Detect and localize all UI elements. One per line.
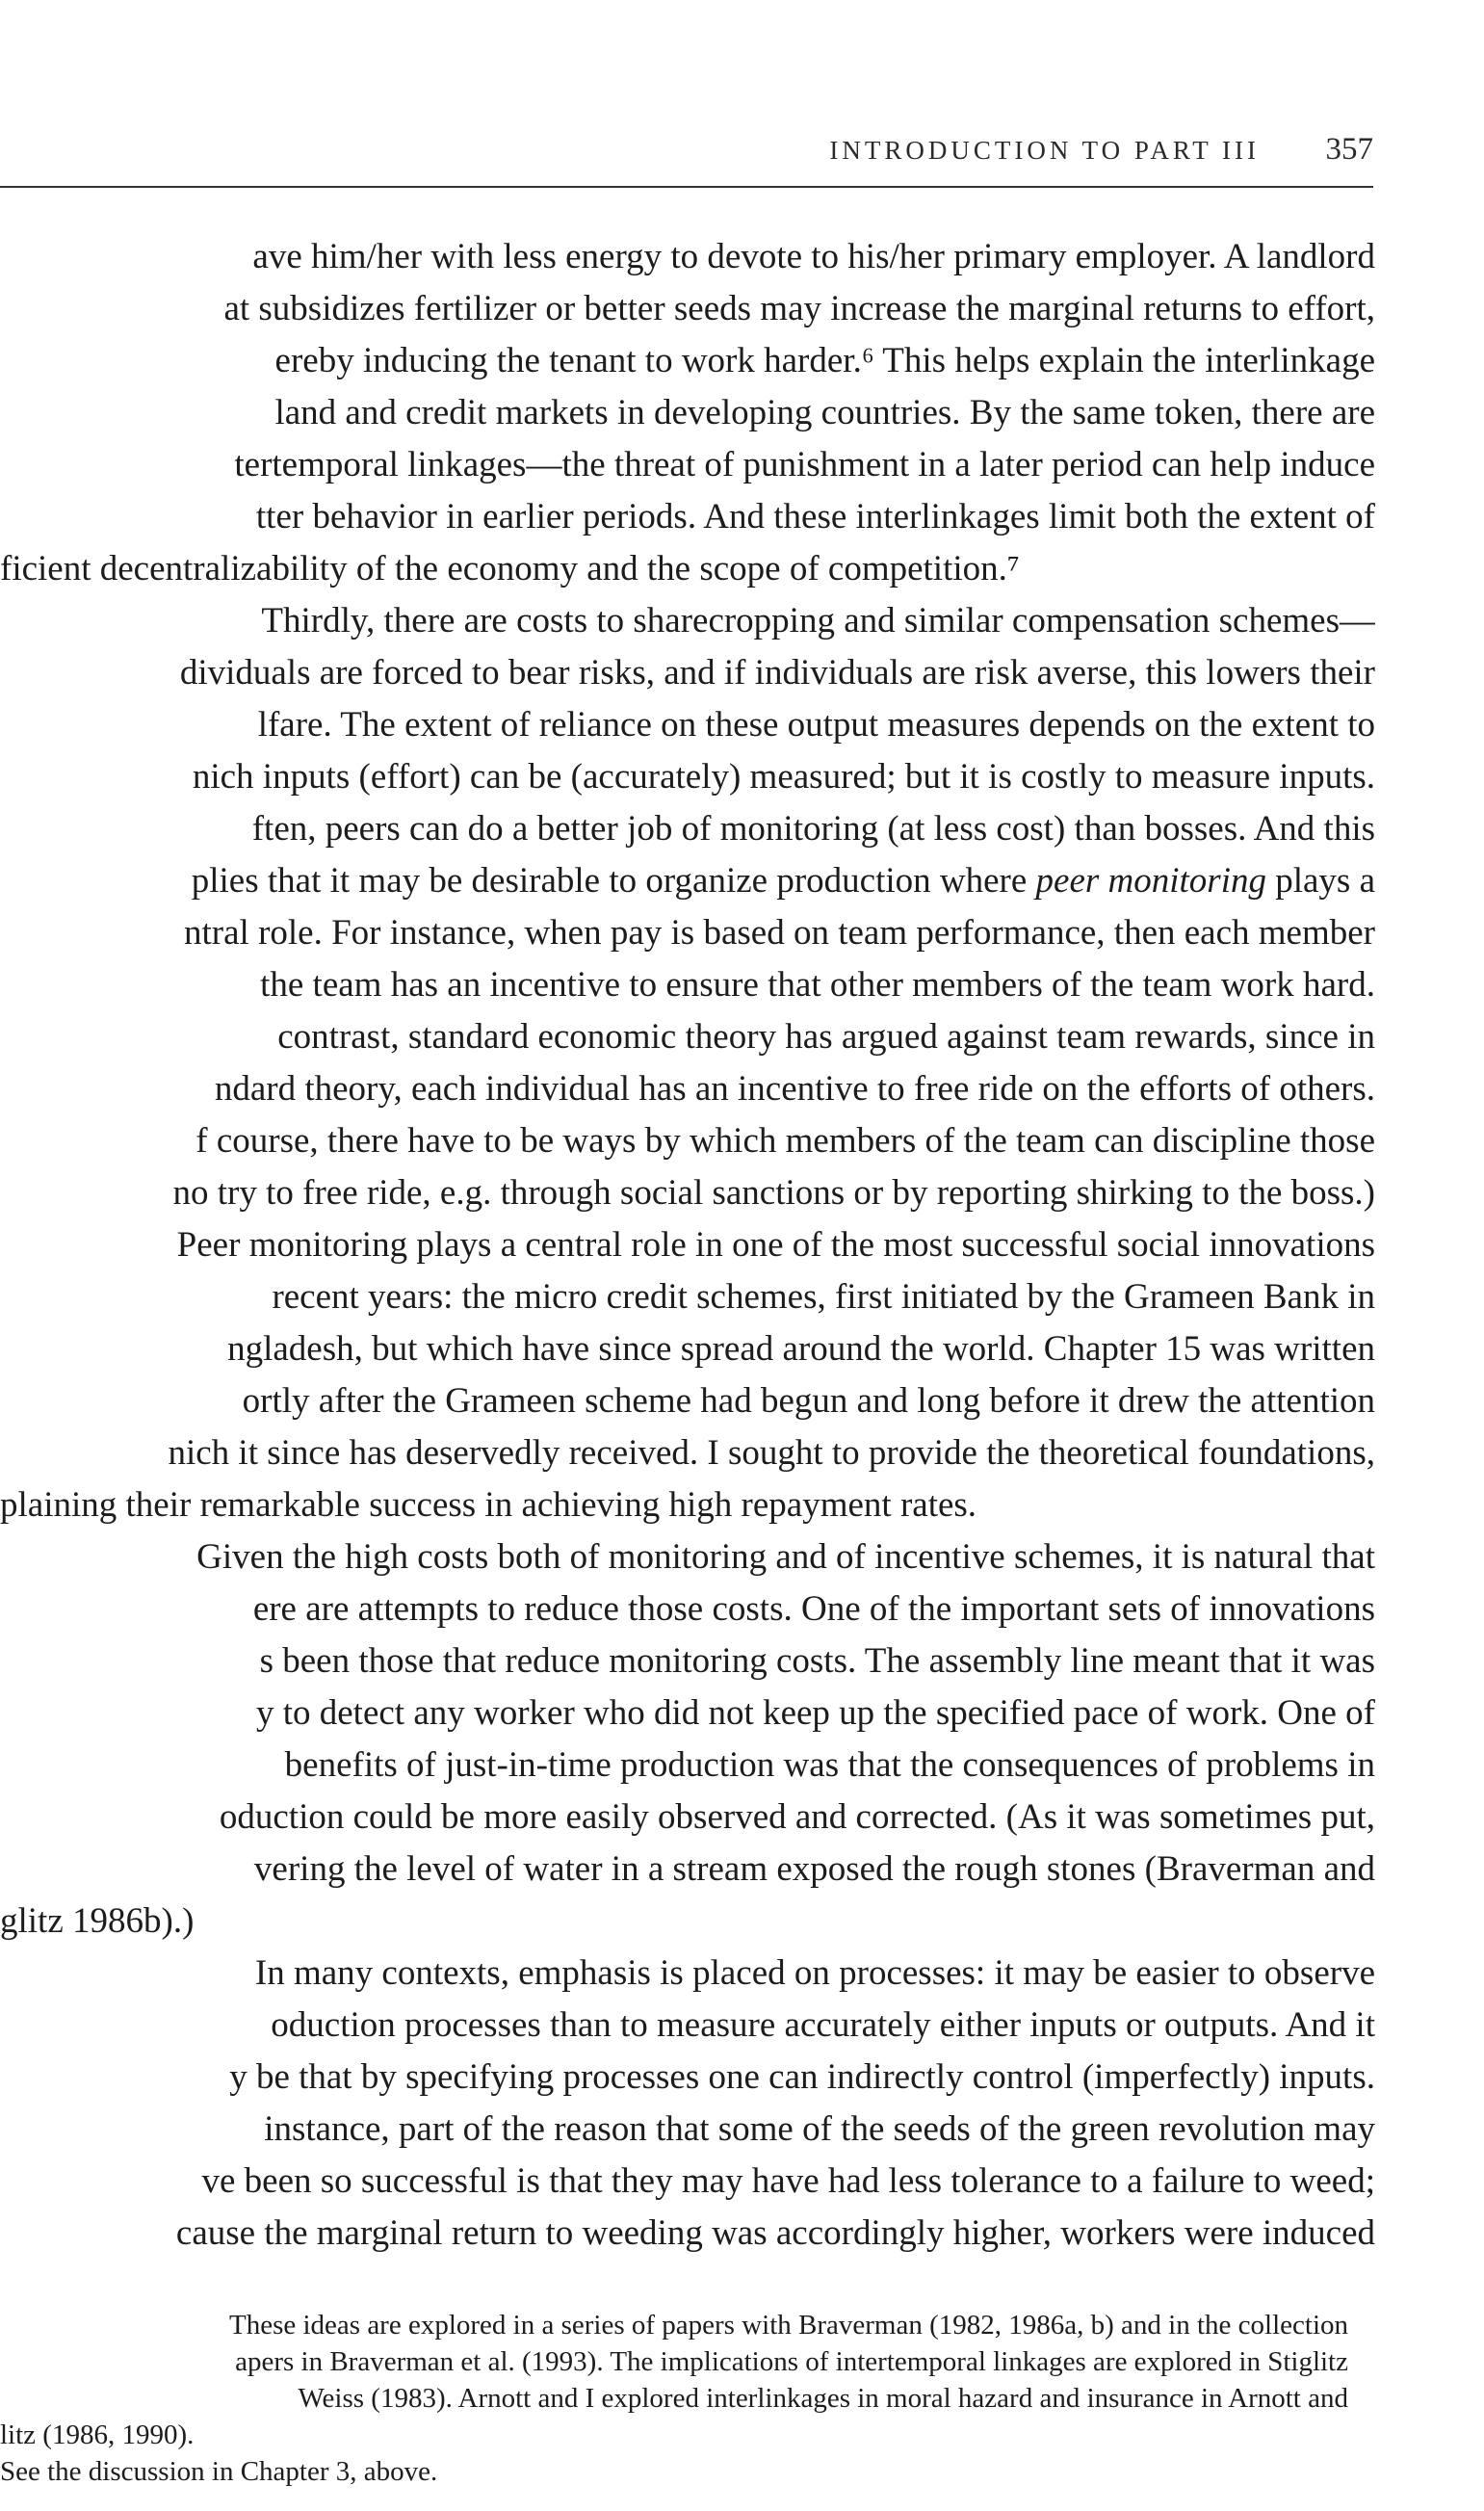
footnote-line: These ideas are explored in a series of papers with Braverman (1982, 1986a, b) and in the collection xyxy=(228,2310,1348,2341)
text-line: benefits of just-in-time production was that the consequences of problems in xyxy=(284,1745,1375,1785)
footnote-line: Weiss (1983). Arnott and I explored interlinkages in moral hazard and insurance in Arnott and xyxy=(298,2383,1348,2414)
text-line: ficient decentralizability of the economy and the scope of competition.⁷ xyxy=(0,549,1020,589)
text-line: cause the marginal return to weeding was accordingly higher, workers were induced xyxy=(175,2213,1375,2253)
text-line: ortly after the Grameen scheme had begun and long before it drew the attention xyxy=(242,1381,1375,1421)
text-line: at subsidizes fertilizer or better seeds may increase the marginal returns to effort, xyxy=(223,289,1375,328)
text-line: ereby inducing the tenant to work harder.⁶ This helps explain the interlinkage xyxy=(274,341,1375,380)
text-line: s been those that reduce monitoring costs. The assembly line meant that it was xyxy=(259,1641,1375,1681)
text-line xyxy=(0,855,1375,907)
text-line: the team has an incentive to ensure that other members of the team work hard. xyxy=(260,965,1375,1005)
footnote-line: apers in Braverman et al. (1993). The implications of intertemporal linkages are explored in Stiglitz xyxy=(235,2346,1348,2377)
text-line: contrast, standard economic theory has argued against team rewards, since in xyxy=(277,1017,1375,1057)
text-line: ere are attempts to reduce those costs. One of the important sets of innovations xyxy=(252,1589,1375,1629)
text-line: f course, there have to be ways by which members of the team can discipline those xyxy=(195,1121,1375,1161)
running-title: INTRODUCTION TO PART III xyxy=(829,136,1260,165)
text-line: ntral role. For instance, when pay is based on team performance, then each member xyxy=(184,913,1375,953)
text-line: plaining their remarkable success in achieving high repayment rates. xyxy=(0,1485,977,1525)
text-line: oduction processes than to measure accurately either inputs or outputs. And it xyxy=(271,2005,1375,2045)
text-line: ndard theory, each individual has an incentive to free ride on the efforts of others. xyxy=(214,1069,1375,1109)
italic-term: peer monitoring xyxy=(1035,861,1266,901)
text-line: Thirdly, there are costs to sharecropping and similar compensation schemes— xyxy=(261,601,1375,641)
text-line: ften, peers can do a better job of monitoring (at less cost) than bosses. And this xyxy=(251,809,1375,849)
text-line: vering the level of water in a stream exposed the rough stones (Braverman and xyxy=(253,1849,1375,1889)
text-line: dividuals are forced to bear risks, and if individuals are risk averse, this lowers their xyxy=(179,653,1375,693)
footnote-line: See the discussion in Chapter 3, above. xyxy=(0,2456,438,2487)
text-line: no try to free ride, e.g. through social sanctions or by reporting shirking to the boss.) xyxy=(172,1173,1375,1213)
text-line: y to detect any worker who did not keep up the specified pace of work. One of xyxy=(255,1693,1375,1733)
text-line: tertemporal linkages—the threat of punishment in a later period can help induce xyxy=(234,445,1375,484)
footnote-line: litz (1986, 1990). xyxy=(0,2419,195,2450)
text-run: plies that it may be desirable to organize production where xyxy=(191,861,1036,901)
text-line: glitz 1986b).) xyxy=(0,1901,195,1941)
text-line: Given the high costs both of monitoring and of incentive schemes, it is natural that xyxy=(196,1537,1375,1577)
text-run: plays a xyxy=(1265,861,1375,901)
text-line: recent years: the micro credit schemes, first initiated by the Grameen Bank in xyxy=(272,1277,1375,1317)
text-line: y be that by specifying processes one can indirectly control (imperfectly) inputs. xyxy=(229,2057,1375,2097)
running-header xyxy=(0,132,1373,188)
text-line: oduction could be more easily observed and corrected. (As it was sometimes put, xyxy=(219,1797,1375,1837)
text-line: Peer monitoring plays a central role in one of the most successful social innovations xyxy=(176,1225,1375,1265)
text-line: land and credit markets in developing countries. By the same token, there are xyxy=(274,393,1375,432)
text-line: ve been so successful is that they may have had less tolerance to a failure to weed; xyxy=(201,2161,1375,2201)
text-line: nich it since has deservedly received. I sought to provide the theoretical foundations, xyxy=(168,1433,1375,1473)
text-line: ngladesh, but which have since spread around the world. Chapter 15 was written xyxy=(227,1329,1375,1369)
page-number: 357 xyxy=(1325,132,1373,167)
text-line: In many contexts, emphasis is placed on processes: it may be easier to observe xyxy=(254,1953,1375,1993)
text-line: lfare. The extent of reliance on these output measures depends on the extent to xyxy=(257,705,1375,745)
text-line: ave him/her with less energy to devote to his/her primary employer. A landlord xyxy=(252,237,1375,276)
text-line: nich inputs (effort) can be (accurately) measured; but it is costly to measure inputs. xyxy=(192,757,1375,797)
text-line: instance, part of the reason that some of the seeds of the green revolution may xyxy=(264,2109,1375,2149)
text-line: tter behavior in earlier periods. And these interlinkages limit both the extent of xyxy=(255,497,1375,536)
